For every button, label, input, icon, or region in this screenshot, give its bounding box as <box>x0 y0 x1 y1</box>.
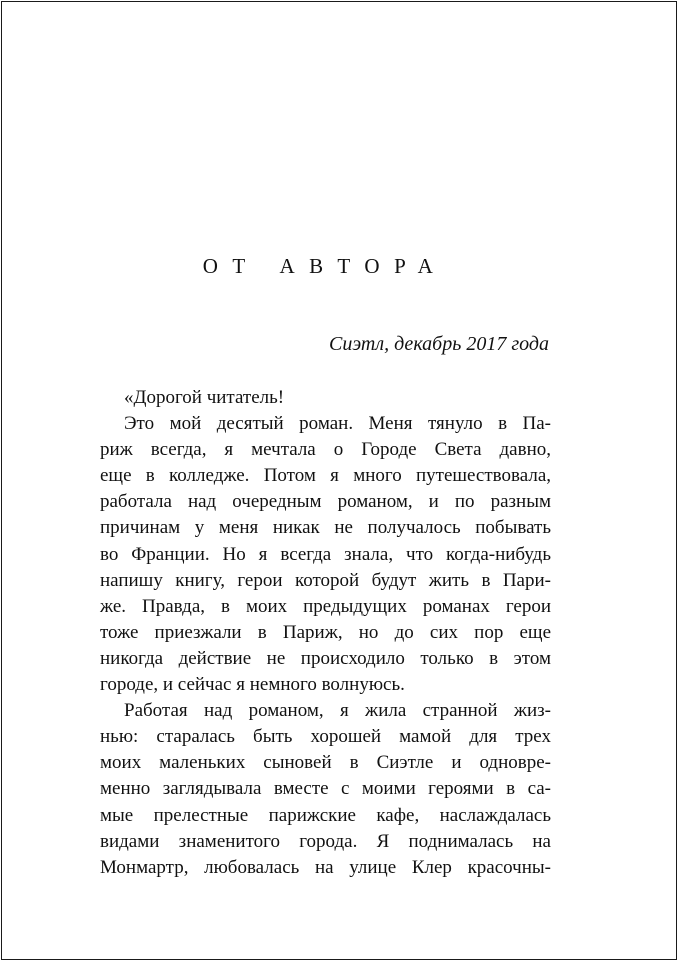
text-line: Это мой десятый роман. Меня тянуло в Па- <box>124 413 551 435</box>
place-date-line: Сиэтл, декабрь 2017 года <box>329 333 549 355</box>
text-line: «Дорогой читатель! <box>124 387 285 408</box>
text-line: менно заглядывала вместе с моими героями в са- <box>100 778 551 800</box>
text-line: напишу книгу, герои которой будут жить в Пари- <box>100 569 551 591</box>
text-line: еще в колледже. Потом я много путешествовала, <box>100 465 551 487</box>
text-line: видами знаменитого города. Я поднималась на <box>100 830 551 852</box>
text-line: никогда действие не происходило только в этом <box>100 647 551 669</box>
text-line: работала над очередным романом, и по разным <box>100 491 551 513</box>
text-line: риж всегда, я мечтала о Городе Света давно, <box>100 439 551 461</box>
text-line: причинам у меня никак не получалось побывать <box>100 517 551 539</box>
book-page <box>1 1 677 960</box>
chapter-heading: ОТ АВТОРА <box>202 254 448 278</box>
text-line: городе, и сейчас я немного волнуюсь. <box>100 674 405 696</box>
text-line: же. Правда, в моих предыдущих романах герои <box>100 595 551 617</box>
text-line: во Франции. Но я всегда знала, что когда-нибудь <box>100 543 551 565</box>
text-line: тоже приезжали в Париж, но до сих пор еще <box>100 621 551 643</box>
text-line: мые прелестные парижские кафе, наслаждалась <box>100 804 551 826</box>
text-line: Работая над романом, я жила странной жиз- <box>124 700 551 722</box>
body-text <box>100 385 551 881</box>
text-line: моих маленьких сыновей в Сиэтле и одновре- <box>100 752 551 774</box>
text-line: нью: старалась быть хорошей мамой для трех <box>100 726 551 748</box>
text-line: Монмартр, любовалась на улице Клер красочны- <box>100 856 551 878</box>
